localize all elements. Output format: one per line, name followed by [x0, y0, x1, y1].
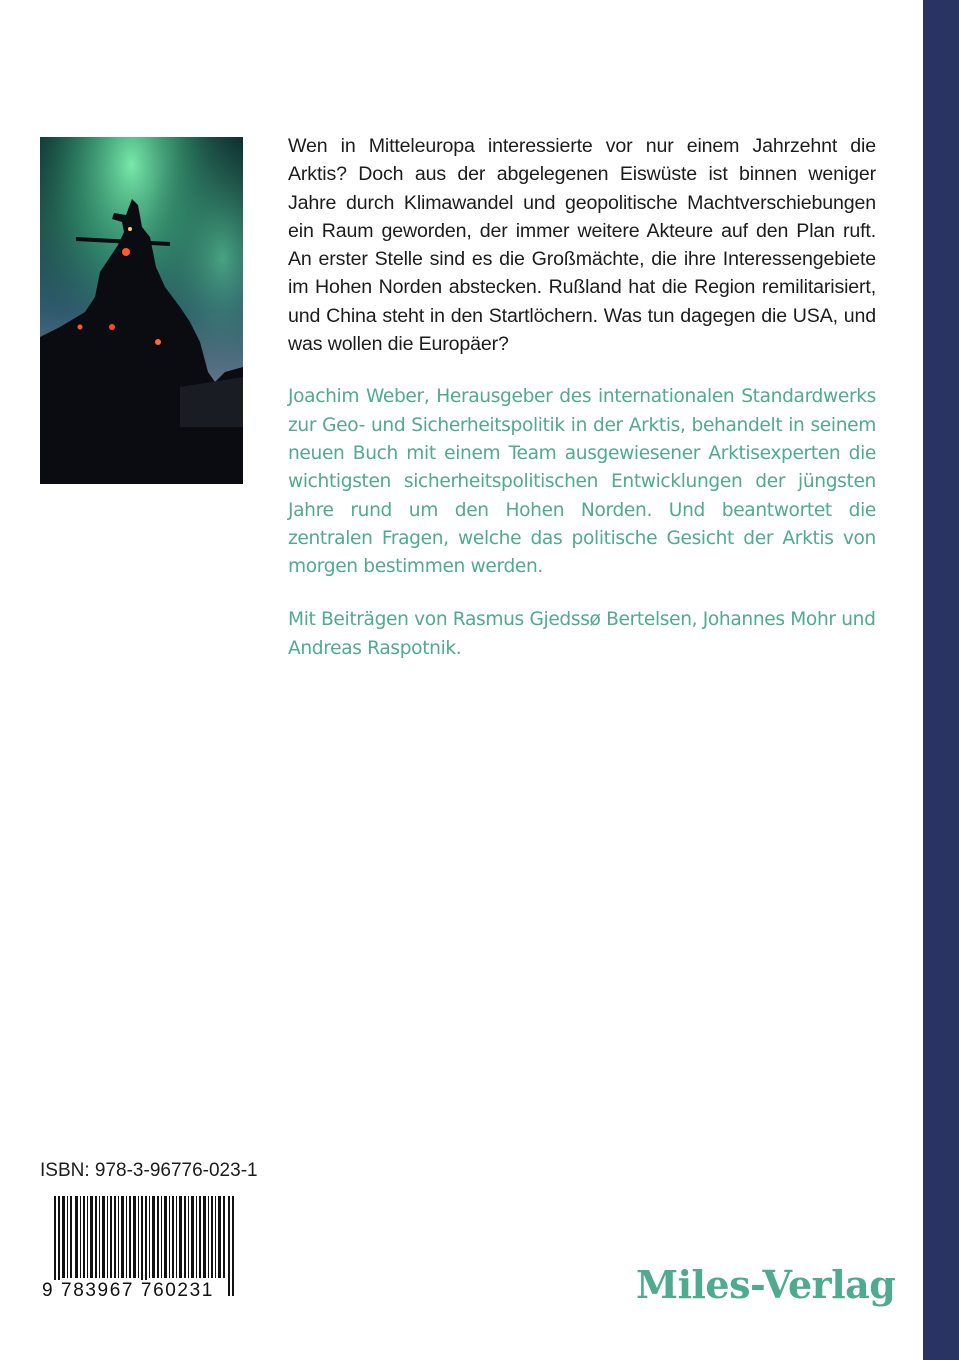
isbn-label: ISBN: 978-3-96776-023-1: [40, 1160, 258, 1181]
intro-paragraph: Wen in Mitteleuropa interessierte vor nur einem Jahrzehnt die Arktis? Doch aus der abgelegenen Eiswüste ist binnen weniger Jahre durch Klimawandel und geopolitische Machtverschiebungen ein Raum geworden, der immer weitere Akteure auf den Plan ruft. An erster Stelle sind es die Großmächte, die ihre Interessengebiete im Hohen Norden abstecken. Rußland hat die Region remilitarisiert, und China steht in den Startlöchern. Was tun dagegen die USA, und was wollen die Europäer?: [288, 135, 876, 356]
spine-band: [923, 0, 959, 1360]
contributors-paragraph: Mit Beiträgen von Rasmus Gjedssø Bertelsen, Johannes Mohr und Andreas Raspotnik.: [288, 609, 876, 659]
barcode-digits: 9 783967 760231: [42, 1280, 214, 1301]
photo-illustration: [40, 137, 243, 484]
publisher-logo: Miles-Verlag: [636, 1262, 896, 1307]
blurb-column: [288, 132, 876, 663]
warship-aurora-photo: [40, 137, 243, 484]
author-paragraph: Joachim Weber, Herausgeber des internationalen Standardwerks zur Geo- und Sicherheitspolitik in der Arktis, behandelt in seinem neuen Buch mit einem Team ausgewiesener Arktisexperten die wichtigsten sicherheitspolitischen Entwicklungen der jüngsten Jahre rund um den Hohen Norden. Und beantwortet die zentralen Fragen, welche das politische Gesicht der Arktis von morgen bestimmen werden.: [288, 386, 876, 578]
